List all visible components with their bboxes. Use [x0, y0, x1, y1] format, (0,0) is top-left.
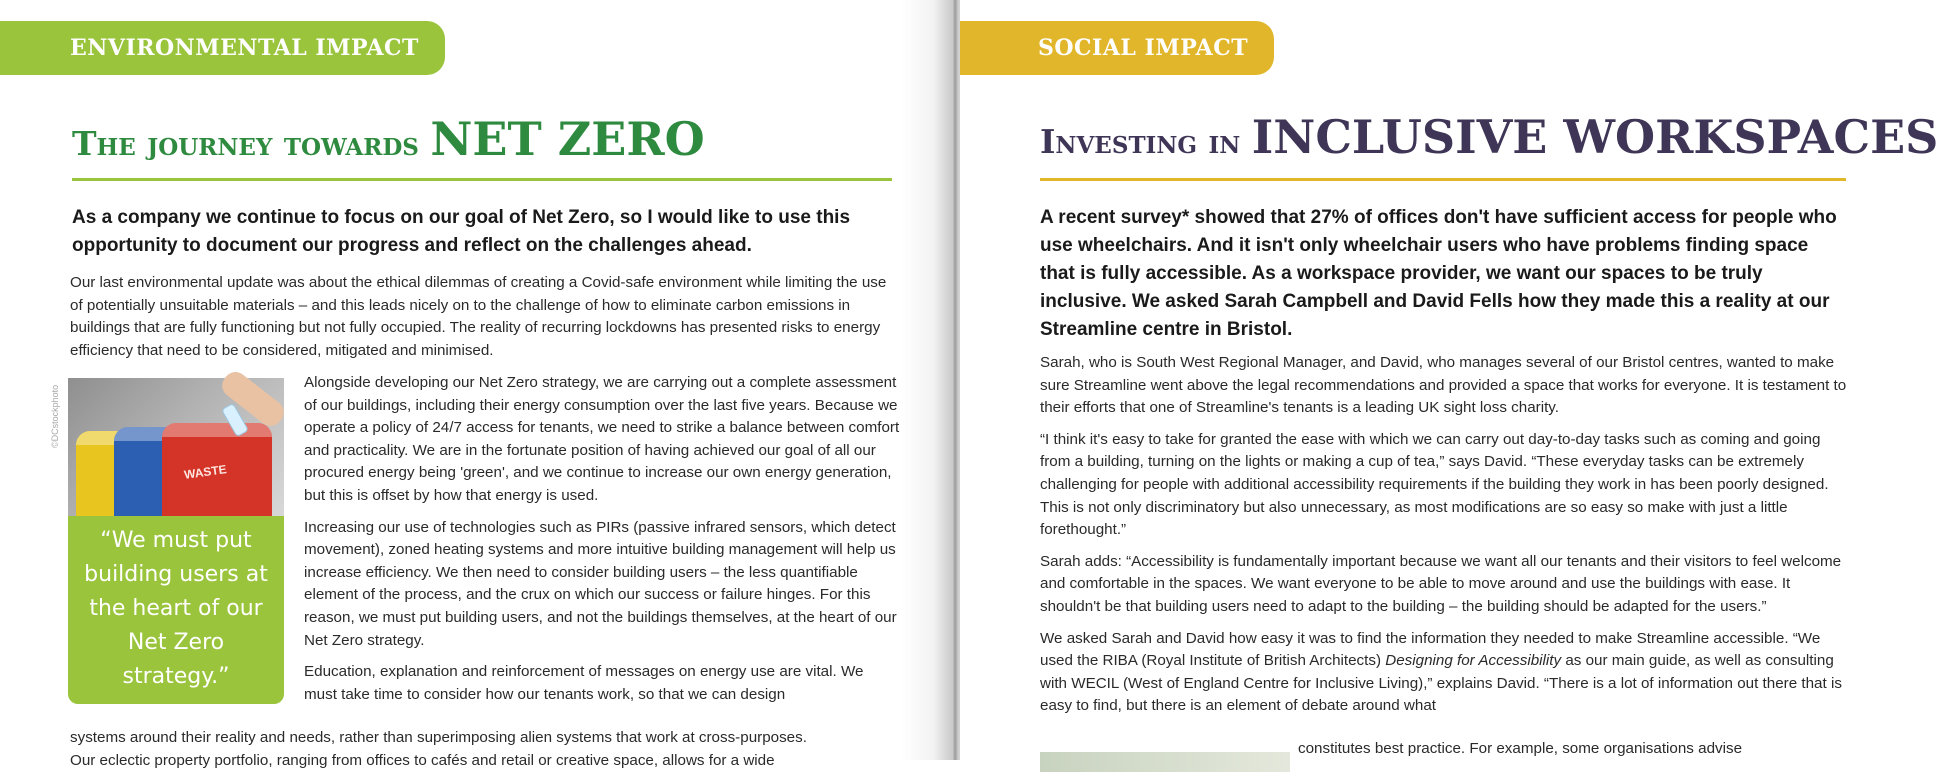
section-tab-environmental: ENVIRONMENTAL IMPACT	[0, 21, 445, 75]
page-title	[1040, 110, 1938, 164]
section-tab-social: SOCIAL IMPACT	[960, 21, 1274, 75]
body-paragraph: Increasing our use of technologies such as PIRs (passive infrared sensors, which detect movement), zoned heating systems and more intuitive building management will help us increase efficiency. We then need to consider building users – the less quantifiable element of the process, and the crux on which our success or failure hinges. For this reason, we must put building users, and not the buildings themselves, at the heart of our Net Zero strategy.	[304, 518, 897, 649]
body-paragraph: Education, explanation and reinforcement of messages on energy use are vital. We must take time to consider how our tenants work, so that we can design	[304, 663, 864, 703]
body-paragraph-continued	[70, 727, 920, 772]
body-paragraph: Sarah, who is South West Regional Manager, and David, who manages several of our Bristol centres, wanted to make sure Streamline went above the legal recommendations and provided a space that works for everyone. It is testament to their efforts that one of Streamline's tenants is a leading UK sight loss charity.	[1040, 354, 1847, 417]
recycling-bins-photo	[68, 378, 284, 516]
column-text	[304, 372, 900, 706]
body-paragraph-continued: constitutes best practice. For example, some organisations advise	[1298, 740, 1743, 757]
red-bin	[162, 423, 272, 518]
intro-paragraph: Our last environmental update was about the ethical dilemmas of creating a Covid-safe environment while limiting the use of potentially unsuitable materials – and this leads nicely on to the challenge of how to eliminate carbon emissions in buildings that are fully functioning but not fully occupied. The reality of recurring lockdowns has presented risks to energy efficiency that need to be considered, mitigated and minimised.	[70, 274, 887, 359]
italic-title: Designing for Accessibility	[1385, 652, 1562, 670]
lead-paragraph: A recent survey* showed that 27% of offices don't have sufficient access for people who use wheelchairs. And it isn't only wheelchair users who have problems finding space that is fully accessible. As a workspace provider, we want our spaces to be truly inclusive. We asked Sarah Campbell and David Fells how they made this a reality at our Streamline centre in Bristol.	[1040, 207, 1837, 340]
page-title	[72, 112, 705, 166]
headline-rule	[72, 178, 892, 181]
body-paragraph: We asked Sarah and David how easy it was to find the information they needed to make Streamline accessible. “We used the RIBA (Royal Institute of British Architects) Designing for Accessibility as our main guide, as well as consulting with WECIL (West of England Centre for Inclusive Living),” explains David. “There is a lot of information out there that is easy to find, but there is an element of debate around what	[1040, 629, 1842, 715]
headline-small: The journey towards	[72, 124, 431, 163]
bin-label: WASTE	[183, 462, 228, 482]
headline-small: Investing in	[1040, 122, 1252, 161]
body-paragraph: Sarah adds: “Accessibility is fundamentally important because we want all our tenants and their visitors to feel welcome and comfortable in the spaces. We want everyone to be able to move around and use the buildings with ease. It shouldn't be that building users need to adapt to the building – the building should be adapted for the users.”	[1040, 552, 1842, 615]
pull-quote: “We must put building users at the heart of our Net Zero strategy.”	[68, 516, 284, 704]
lead-paragraph: As a company we continue to focus on our goal of Net Zero, so I would like to use this opportunity to document our progress and reflect on the challenges ahead.	[72, 207, 851, 256]
right-page	[960, 0, 1938, 760]
headline-rule	[1040, 178, 1846, 181]
left-page	[0, 0, 940, 769]
column-text	[1040, 352, 1852, 718]
body-paragraph: Alongside developing our Net Zero strategy, we are carrying out a complete assessment of our buildings, including their energy consumption over the last five years. Because we operate a policy of 24/7 access for tenants, we need to strike a balance between comfort and practicality. We are in the fortunate position of having achieved our goal of all our procured energy being 'green', and we continue to increase our own energy generation, but this is offset by how that energy is used.	[304, 374, 900, 504]
headline-big: NET ZERO	[430, 112, 705, 166]
body-line: systems around their reality and needs, rather than superimposing alien systems that work at cross-purposes.	[70, 729, 807, 746]
photo-credit: ©DCstockphoto	[50, 384, 60, 448]
body-paragraph: “I think it's easy to take for granted the ease with which we can carry out day-to-day tasks such as coming and going from a building, turning on the lights or making a cup of tea,” says David. “These everyday tasks can be extremely challenging for people with additional accessibility requirements if the building they work in has been poorly designed. This is not only discriminatory but also unnecessary, as most modifications are so easy so make with just a little forethought.”	[1040, 430, 1829, 539]
body-line: Our eclectic property portfolio, ranging from offices to cafés and retail or creative space, allows for a wide	[70, 751, 775, 769]
photo-partial	[1040, 752, 1290, 772]
headline-big: INCLUSIVE WORKSPACES	[1251, 110, 1938, 164]
